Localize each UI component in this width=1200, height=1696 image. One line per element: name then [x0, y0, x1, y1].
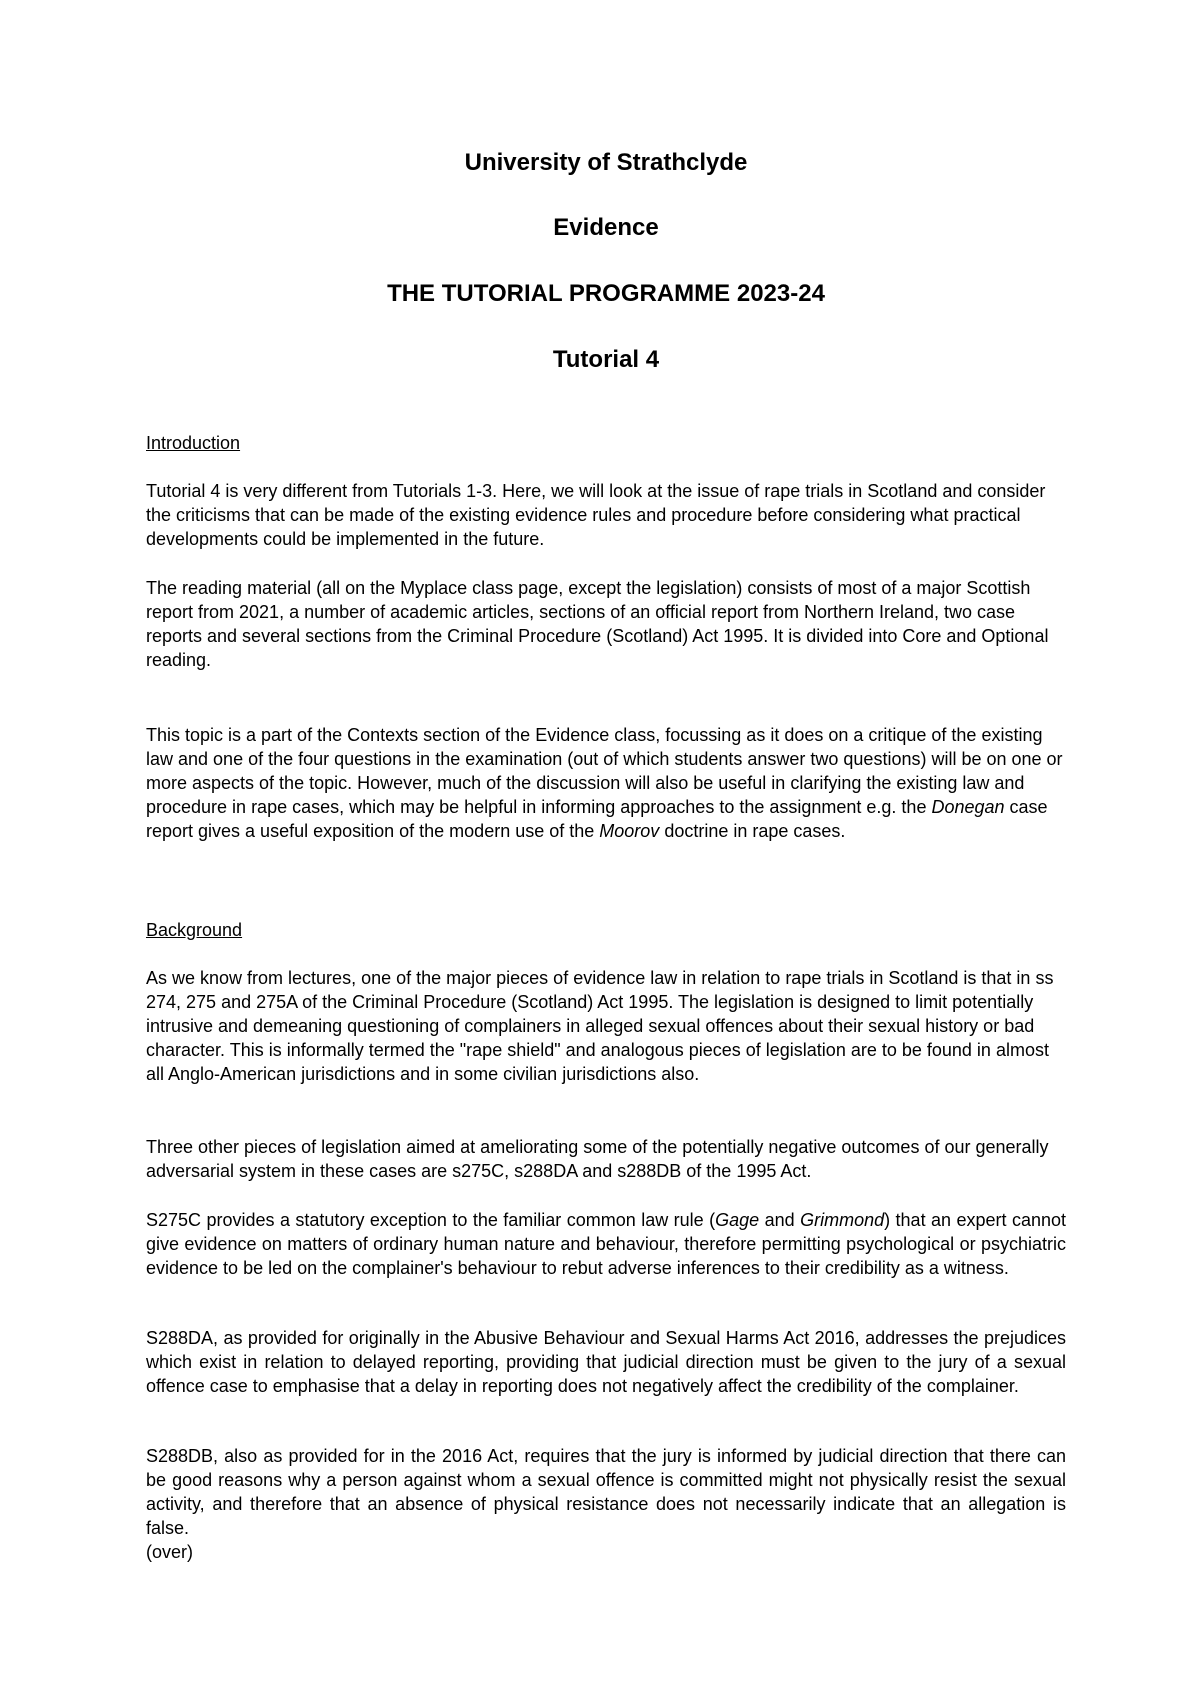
bg-p3-text-b: ) that an expert cannot give evidence on matters of ordinary human nature and behaviour, therefore permitting psychological or psychiatric evidence to be led on the complainer's behaviour to rebut adverse inferences to their credibility as a witness.: [146, 1210, 1066, 1278]
intro-p3-text-b: case report gives a useful exposition of the modern use of the: [146, 797, 1048, 841]
bg-p3-and: and: [759, 1210, 801, 1230]
bg-p3-text-a: S275C provides a statutory exception to the familiar common law rule (: [146, 1210, 716, 1230]
introduction-paragraph-3: [146, 723, 1066, 843]
background-paragraph-3: [146, 1208, 1066, 1280]
subject-title: Evidence: [553, 214, 659, 241]
tutorial-title: Tutorial 4: [552, 346, 660, 373]
introduction-paragraph-1: Tutorial 4 is very different from Tutorials 1-3. Here, we will look at the issue of rape trials in Scotland and consider the criticisms that can be made of the existing evidence rules and procedure before considering what practical developments could be implemented in the future.: [146, 481, 1046, 549]
case-name-grimmond: Grimmond: [800, 1210, 885, 1230]
case-name-gage: Gage: [715, 1210, 760, 1230]
programme-title: THE TUTORIAL PROGRAMME 2023-24: [387, 280, 825, 307]
case-name-donegan: Donegan: [931, 797, 1005, 817]
intro-p3-text-a: This topic is a part of the Contexts section of the Evidence class, focussing as it does on a critique of the existing law and one of the four questions in the examination (out of which students answer two questions) will be on one or more aspects of the topic. However, much of the discussion will also be useful in clarifying the existing law and procedure in rape cases, which may be helpful in informing approaches to the assignment e.g. the: [146, 725, 1063, 817]
background-heading: Background: [146, 920, 243, 940]
introduction-paragraph-2: The reading material (all on the Myplace class page, except the legislation) consists of most of a major Scottish report from 2021, a number of academic articles, sections of an official report from Northern Ireland, two case reports and several sections from the Criminal Procedure (Scotland) Act 1995. It is divided into Core and Optional reading.: [146, 578, 1049, 670]
doctrine-name-moorov: Moorov: [599, 821, 660, 841]
intro-p3-text-c: doctrine in rape cases.: [659, 821, 846, 841]
university-title: University of Strathclyde: [464, 149, 748, 176]
background-paragraph-2: Three other pieces of legislation aimed at ameliorating some of the potentially negative outcomes of our generally adversarial system in these cases are s275C, s288DA and s288DB of the 1995 Act.: [146, 1137, 1049, 1181]
background-paragraph-1: As we know from lectures, one of the major pieces of evidence law in relation to rape trials in Scotland is that in ss 274, 275 and 275A of the Criminal Procedure (Scotland) Act 1995. The legislation is designed to limit potentially intrusive and demeaning questioning of complainers in alleged sexual offences about their sexual history or bad character. This is informally termed the "rape shield" and analogous pieces of legislation are to be found in almost all Anglo-American jurisdictions and in some civilian jurisdictions also.: [146, 968, 1054, 1084]
over-note: (over): [146, 1542, 194, 1562]
background-paragraph-4: S288DA, as provided for originally in the Abusive Behaviour and Sexual Harms Act 2016, addresses the prejudices which exist in relation to delayed reporting, providing that judicial direction must be given to the jury of a sexual offence case to emphasise that a delay in reporting does not negatively affect the credibility of the complainer.: [146, 1328, 1066, 1396]
introduction-heading: Introduction: [146, 433, 241, 453]
background-paragraph-5: S288DB, also as provided for in the 2016 Act, requires that the jury is informed by judicial direction that there can be good reasons why a person against whom a sexual offence is committed might not physically resist the sexual activity, and therefore that an absence of physical resistance does not necessarily indicate that an allegation is false.: [146, 1446, 1066, 1538]
